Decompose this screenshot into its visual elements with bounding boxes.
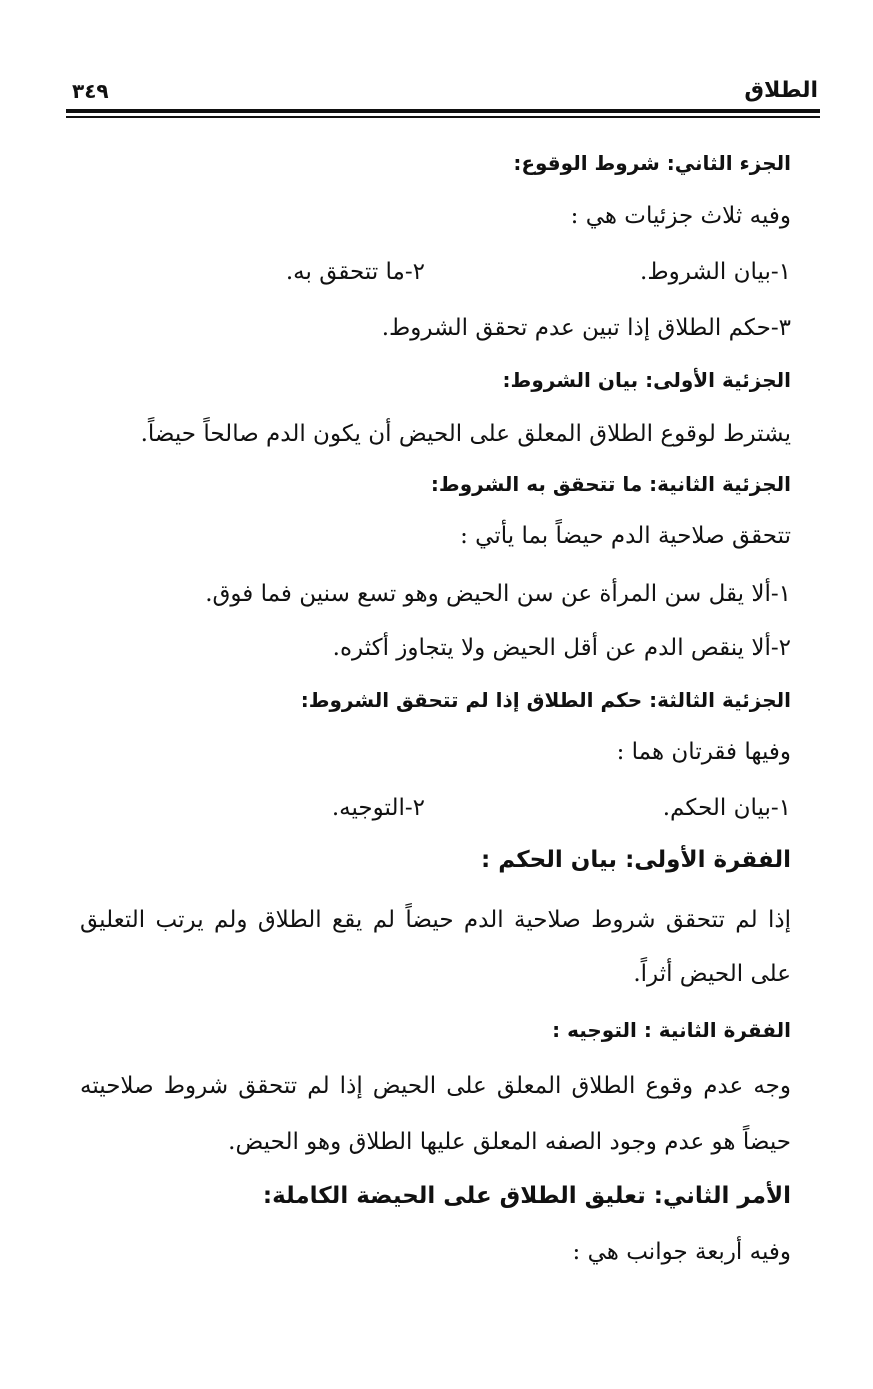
heading-paragraph-two: الفقرة الثانية : التوجيه : <box>552 1018 791 1042</box>
heading-subpart-three: الجزئية الثالثة: حكم الطلاق إذا لم تتحقق الشروط: <box>300 688 791 712</box>
list-item: ٢-التوجيه. <box>331 795 425 821</box>
header-rule-thin <box>66 116 820 118</box>
paragraph-subpart-two: تتحقق صلاحية الدم حيضاً بما يأتي : <box>460 523 791 549</box>
paragraph-two-line: حيضاً هو عدم وجود الصفه المعلق عليها الطلاق وهو الحيض. <box>228 1129 791 1155</box>
list-item: ٢-ما تتحقق به. <box>285 259 425 285</box>
list-item: ١-بيان الحكم. <box>662 795 791 821</box>
heading-subpart-two: الجزئية الثانية: ما تتحقق به الشروط: <box>430 472 791 496</box>
page-number: ٣٤٩ <box>72 79 109 103</box>
running-title: الطلاق <box>744 78 818 103</box>
paragraph-two-line: وجه عدم وقوع الطلاق المعلق على الحيض إذا لم تتحقق شروط صلاحيته <box>80 1073 791 1099</box>
page-header <box>66 76 820 106</box>
paragraph-subpart-one: يشترط لوقوع الطلاق المعلق على الحيض أن يكون الدم صالحاً حيضاً. <box>140 421 791 447</box>
heading-part-two: الجزء الثاني: شروط الوقوع: <box>513 151 791 175</box>
list-item: ١-ألا يقل سن المرأة عن سن الحيض وهو تسع سنين فما فوق. <box>205 581 791 607</box>
paragraph-part-two-intro: وفيه ثلاث جزئيات هي : <box>570 203 791 229</box>
paragraph-one-line: على الحيض أثراً. <box>633 961 791 987</box>
paragraph-matter-two-intro: وفيه أربعة جوانب هي : <box>572 1239 791 1265</box>
heading-subpart-one: الجزئية الأولى: بيان الشروط: <box>502 368 791 392</box>
heading-matter-two: الأمر الثاني: تعليق الطلاق على الحيضة الكاملة: <box>262 1183 791 1209</box>
heading-paragraph-one: الفقرة الأولى: بيان الحكم : <box>481 847 791 873</box>
list-item: ١-بيان الشروط. <box>640 259 791 285</box>
list-item: ٢-ألا ينقص الدم عن أقل الحيض ولا يتجاوز أكثره. <box>332 635 791 661</box>
header-rule-thick <box>66 109 820 113</box>
paragraph-subpart-three-intro: وفيها فقرتان هما : <box>616 739 791 765</box>
paragraph-one-line: إذا لم تتحقق شروط صلاحية الدم حيضاً لم يقع الطلاق ولم يرتب التعليق <box>80 907 791 933</box>
list-item: ٣-حكم الطلاق إذا تبين عدم تحقق الشروط. <box>381 315 791 341</box>
